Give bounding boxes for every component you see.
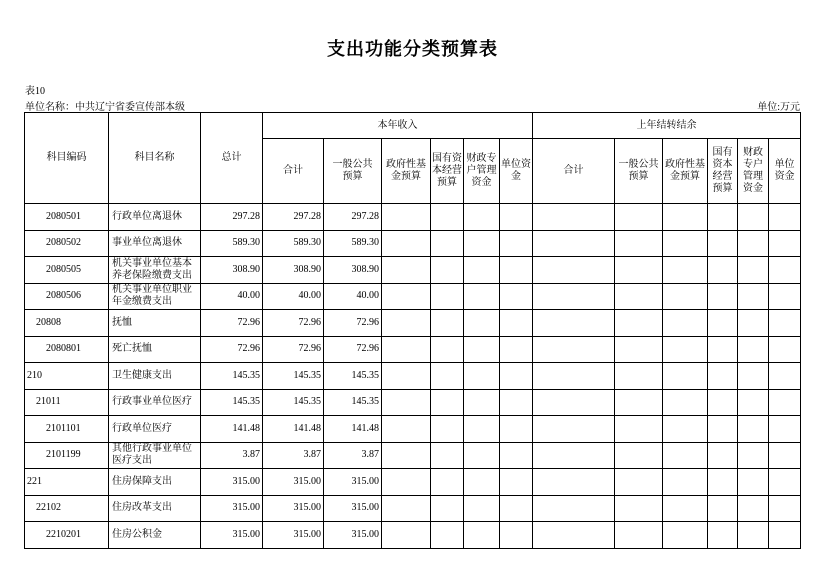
- subject-name-cell: [109, 469, 201, 496]
- subject-code-cell: 2080501: [25, 204, 109, 231]
- prior-general-budget-cell: [615, 442, 663, 469]
- current-government-fund-cell: [382, 283, 431, 310]
- current-general-budget-cell: 308.90: [324, 257, 382, 284]
- prior-state-capital-cell: [708, 469, 738, 496]
- current-unit-funds-cell: [500, 442, 533, 469]
- current-government-fund-cell: [382, 389, 431, 416]
- current-unit-funds-cell: [500, 522, 533, 549]
- subject-name-cell: [109, 416, 201, 443]
- current-general-budget-cell: 72.96: [324, 336, 382, 363]
- current-special-account-cell: [464, 336, 500, 363]
- prior-state-capital-cell: [708, 310, 738, 337]
- current-state-capital-cell: [431, 495, 464, 522]
- prior-state-capital-cell: [708, 363, 738, 390]
- table-row: [25, 389, 801, 416]
- header-line: 政府性基: [665, 159, 706, 170]
- prior-state-capital-cell: [708, 416, 738, 443]
- prior-state-capital-cell: [708, 336, 738, 363]
- total-cell: 315.00: [201, 469, 263, 496]
- subject-code-cell: 20808: [25, 310, 109, 337]
- header-line: 户管理: [466, 165, 497, 176]
- header-line: 本经营: [432, 165, 462, 176]
- prior-special-account-cell: [738, 416, 769, 443]
- current-state-capital-cell: [431, 363, 464, 390]
- prior-special-account-cell: [738, 522, 769, 549]
- header-line: 资金: [743, 183, 764, 194]
- current-state-capital-cell: [431, 469, 464, 496]
- subject-name-text: 行政事业单位医疗: [112, 396, 192, 408]
- current-special-account-cell: [464, 257, 500, 284]
- subject-name-cell: [109, 389, 201, 416]
- prior-special-account-cell: [738, 336, 769, 363]
- prior-subtotal-cell: [533, 310, 615, 337]
- prior-subtotal-cell: [533, 442, 615, 469]
- prior-government-fund-cell: [663, 257, 708, 284]
- current-government-fund-cell: [382, 363, 431, 390]
- header-current-subtotal: [263, 139, 324, 204]
- prior-state-capital-cell: [708, 230, 738, 257]
- header-line: 金预算: [391, 171, 421, 182]
- prior-subtotal-cell: [533, 469, 615, 496]
- current-subtotal-cell: 40.00: [263, 283, 324, 310]
- current-special-account-cell: [464, 495, 500, 522]
- table-row: [25, 204, 801, 231]
- current-state-capital-cell: [431, 283, 464, 310]
- prior-state-capital-cell: [708, 389, 738, 416]
- subject-name-text: 机关事业单位基本养老保险缴费支出: [112, 257, 192, 281]
- current-general-budget-cell: 141.48: [324, 416, 382, 443]
- current-government-fund-cell: [382, 310, 431, 337]
- table-row: [25, 310, 801, 337]
- current-unit-funds-cell: [500, 204, 533, 231]
- current-general-budget-cell: 315.00: [324, 522, 382, 549]
- prior-state-capital-cell: [708, 283, 738, 310]
- prior-subtotal-cell: [533, 283, 615, 310]
- prior-general-budget-cell: [615, 522, 663, 549]
- prior-general-budget-cell: [615, 336, 663, 363]
- header-line: 政府性基: [386, 159, 426, 170]
- current-government-fund-cell: [382, 522, 431, 549]
- current-government-fund-cell: [382, 230, 431, 257]
- subject-name-cell: [109, 495, 201, 522]
- prior-state-capital-cell: [708, 204, 738, 231]
- current-general-budget-cell: 72.96: [324, 310, 382, 337]
- prior-unit-funds-cell: [769, 495, 801, 522]
- subject-name-text: 死亡抚恤: [112, 343, 152, 355]
- prior-subtotal-cell: [533, 522, 615, 549]
- header-line: 金预算: [670, 171, 701, 182]
- current-unit-funds-cell: [500, 310, 533, 337]
- header-line: 单位: [774, 159, 795, 170]
- header-current-year-income: 本年收入: [263, 113, 533, 139]
- prior-special-account-cell: [738, 310, 769, 337]
- header-line: 合计: [283, 165, 303, 176]
- table-row: [25, 230, 801, 257]
- current-general-budget-cell: 315.00: [324, 495, 382, 522]
- prior-special-account-cell: [738, 442, 769, 469]
- header-current-state-capital: [431, 139, 464, 204]
- prior-special-account-cell: [738, 389, 769, 416]
- prior-government-fund-cell: [663, 416, 708, 443]
- table-row: [25, 363, 801, 390]
- subject-name-text: 卫生健康支出: [112, 369, 172, 381]
- header-line: 一般公共: [618, 159, 659, 170]
- prior-subtotal-cell: [533, 336, 615, 363]
- current-subtotal-cell: 315.00: [263, 469, 324, 496]
- header-current-special-account: [464, 139, 500, 204]
- header-line: 管理: [743, 171, 764, 182]
- prior-subtotal-cell: [533, 495, 615, 522]
- header-line: 国有资: [432, 153, 462, 164]
- table-row: [25, 469, 801, 496]
- prior-government-fund-cell: [663, 495, 708, 522]
- current-state-capital-cell: [431, 389, 464, 416]
- current-unit-funds-cell: [500, 230, 533, 257]
- prior-government-fund-cell: [663, 389, 708, 416]
- prior-state-capital-cell: [708, 442, 738, 469]
- subject-code-cell: 2210201: [25, 522, 109, 549]
- total-cell: 40.00: [201, 283, 263, 310]
- subject-name-text: 行政单位离退休: [112, 210, 182, 222]
- subject-name-text: 事业单位离退休: [112, 237, 182, 249]
- subject-name-cell: [109, 363, 201, 390]
- current-unit-funds-cell: [500, 336, 533, 363]
- current-general-budget-cell: 145.35: [324, 363, 382, 390]
- prior-state-capital-cell: [708, 522, 738, 549]
- current-special-account-cell: [464, 416, 500, 443]
- header-subject-name: 科目名称: [109, 113, 201, 204]
- current-special-account-cell: [464, 363, 500, 390]
- prior-general-budget-cell: [615, 416, 663, 443]
- subject-code-cell: 22102: [25, 495, 109, 522]
- current-special-account-cell: [464, 230, 500, 257]
- current-unit-funds-cell: [500, 495, 533, 522]
- total-cell: 72.96: [201, 336, 263, 363]
- current-subtotal-cell: 297.28: [263, 204, 324, 231]
- subject-code-cell: 2101101: [25, 416, 109, 443]
- header-line: 金: [511, 171, 522, 182]
- prior-special-account-cell: [738, 204, 769, 231]
- header-prior-subtotal: [533, 139, 615, 204]
- prior-subtotal-cell: [533, 416, 615, 443]
- header-current-unit-funds: [500, 139, 533, 204]
- subject-name-cell: [109, 442, 201, 469]
- current-unit-funds-cell: [500, 257, 533, 284]
- total-cell: 145.35: [201, 363, 263, 390]
- budget-table: [24, 112, 801, 549]
- subject-code-cell: 2080505: [25, 257, 109, 284]
- table-body: [25, 204, 801, 549]
- current-government-fund-cell: [382, 416, 431, 443]
- header-line: 预算: [342, 171, 363, 182]
- table-number: 表10: [25, 86, 45, 97]
- current-government-fund-cell: [382, 495, 431, 522]
- prior-government-fund-cell: [663, 204, 708, 231]
- prior-unit-funds-cell: [769, 257, 801, 284]
- subject-name-text: 住房改革支出: [112, 502, 172, 514]
- header-line: 财政: [743, 147, 764, 158]
- current-general-budget-cell: 589.30: [324, 230, 382, 257]
- current-state-capital-cell: [431, 230, 464, 257]
- prior-general-budget-cell: [615, 310, 663, 337]
- header-prior-special-account: [738, 139, 769, 204]
- current-government-fund-cell: [382, 204, 431, 231]
- current-subtotal-cell: 589.30: [263, 230, 324, 257]
- prior-subtotal-cell: [533, 230, 615, 257]
- subject-code-cell: 21011: [25, 389, 109, 416]
- prior-government-fund-cell: [663, 469, 708, 496]
- prior-general-budget-cell: [615, 230, 663, 257]
- current-general-budget-cell: 315.00: [324, 469, 382, 496]
- prior-state-capital-cell: [708, 257, 738, 284]
- header-line: 资本: [712, 159, 733, 170]
- currency-unit: 单位:万元: [757, 102, 800, 113]
- header-prior-year-carryover: 上年结转结余: [533, 113, 801, 139]
- current-special-account-cell: [464, 204, 500, 231]
- prior-government-fund-cell: [663, 442, 708, 469]
- prior-subtotal-cell: [533, 389, 615, 416]
- current-special-account-cell: [464, 283, 500, 310]
- subject-code-cell: 2080506: [25, 283, 109, 310]
- table-row: [25, 495, 801, 522]
- subject-code-cell: 221: [25, 469, 109, 496]
- table-row: [25, 283, 801, 310]
- subject-name-cell: [109, 257, 201, 284]
- header-total: 总计: [201, 113, 263, 204]
- header-line: 资金: [471, 177, 492, 188]
- current-state-capital-cell: [431, 204, 464, 231]
- prior-general-budget-cell: [615, 469, 663, 496]
- subject-name-text: 其他行政事业单位医疗支出: [112, 443, 192, 467]
- header-prior-unit-funds: [769, 139, 801, 204]
- subject-name-cell: [109, 230, 201, 257]
- header-line: 合计: [563, 165, 584, 176]
- prior-government-fund-cell: [663, 230, 708, 257]
- header-line: 预算: [437, 177, 457, 188]
- prior-special-account-cell: [738, 230, 769, 257]
- page-title: 支出功能分类预算表: [327, 39, 498, 60]
- current-subtotal-cell: 315.00: [263, 522, 324, 549]
- prior-unit-funds-cell: [769, 283, 801, 310]
- header-line: 资金: [774, 171, 795, 182]
- header-line: 预算: [628, 171, 649, 182]
- prior-general-budget-cell: [615, 283, 663, 310]
- prior-unit-funds-cell: [769, 522, 801, 549]
- subject-code-cell: 2101199: [25, 442, 109, 469]
- header-prior-general-budget: [615, 139, 663, 204]
- current-state-capital-cell: [431, 257, 464, 284]
- current-general-budget-cell: 3.87: [324, 442, 382, 469]
- table-row: [25, 442, 801, 469]
- total-cell: 141.48: [201, 416, 263, 443]
- header-line: 经营: [712, 171, 733, 182]
- current-subtotal-cell: 308.90: [263, 257, 324, 284]
- current-government-fund-cell: [382, 257, 431, 284]
- total-cell: 308.90: [201, 257, 263, 284]
- current-unit-funds-cell: [500, 283, 533, 310]
- prior-special-account-cell: [738, 495, 769, 522]
- total-cell: 315.00: [201, 495, 263, 522]
- header-subject-code: 科目编码: [25, 113, 109, 204]
- prior-general-budget-cell: [615, 495, 663, 522]
- prior-unit-funds-cell: [769, 389, 801, 416]
- subject-name-cell: [109, 283, 201, 310]
- subject-name-text: 住房公积金: [112, 528, 162, 540]
- current-special-account-cell: [464, 522, 500, 549]
- unit-name: 单位名称：中共辽宁省委宣传部本级: [25, 102, 185, 113]
- subject-name-cell: [109, 522, 201, 549]
- total-cell: 315.00: [201, 522, 263, 549]
- prior-general-budget-cell: [615, 389, 663, 416]
- current-government-fund-cell: [382, 336, 431, 363]
- subject-name-cell: [109, 336, 201, 363]
- current-general-budget-cell: 145.35: [324, 389, 382, 416]
- prior-government-fund-cell: [663, 363, 708, 390]
- total-cell: 3.87: [201, 442, 263, 469]
- table-row: [25, 416, 801, 443]
- table-row: [25, 257, 801, 284]
- current-government-fund-cell: [382, 442, 431, 469]
- current-state-capital-cell: [431, 442, 464, 469]
- current-state-capital-cell: [431, 310, 464, 337]
- header-line: 财政专: [466, 153, 497, 164]
- prior-special-account-cell: [738, 363, 769, 390]
- current-special-account-cell: [464, 442, 500, 469]
- current-subtotal-cell: 145.35: [263, 389, 324, 416]
- current-subtotal-cell: 315.00: [263, 495, 324, 522]
- prior-unit-funds-cell: [769, 336, 801, 363]
- prior-special-account-cell: [738, 283, 769, 310]
- prior-unit-funds-cell: [769, 310, 801, 337]
- subject-name-cell: [109, 204, 201, 231]
- current-unit-funds-cell: [500, 389, 533, 416]
- prior-unit-funds-cell: [769, 416, 801, 443]
- current-subtotal-cell: 141.48: [263, 416, 324, 443]
- prior-government-fund-cell: [663, 336, 708, 363]
- subject-name-text: 抚恤: [112, 316, 132, 328]
- current-state-capital-cell: [431, 522, 464, 549]
- table-row: [25, 336, 801, 363]
- prior-special-account-cell: [738, 469, 769, 496]
- prior-general-budget-cell: [615, 363, 663, 390]
- prior-unit-funds-cell: [769, 230, 801, 257]
- prior-unit-funds-cell: [769, 204, 801, 231]
- prior-government-fund-cell: [663, 522, 708, 549]
- prior-general-budget-cell: [615, 257, 663, 284]
- subject-code-cell: 2080801: [25, 336, 109, 363]
- prior-government-fund-cell: [663, 310, 708, 337]
- total-cell: 72.96: [201, 310, 263, 337]
- current-special-account-cell: [464, 310, 500, 337]
- header-line: 预算: [712, 183, 733, 194]
- prior-unit-funds-cell: [769, 442, 801, 469]
- header-line: 国有: [712, 147, 733, 158]
- prior-special-account-cell: [738, 257, 769, 284]
- header-prior-government-fund: [663, 139, 708, 204]
- current-unit-funds-cell: [500, 469, 533, 496]
- subject-name-text: 行政单位医疗: [112, 422, 172, 434]
- header-current-government-fund: [382, 139, 431, 204]
- subject-name-text: 住房保障支出: [112, 475, 172, 487]
- prior-unit-funds-cell: [769, 469, 801, 496]
- prior-general-budget-cell: [615, 204, 663, 231]
- prior-subtotal-cell: [533, 363, 615, 390]
- header-line: 一般公共: [332, 159, 373, 170]
- current-general-budget-cell: 40.00: [324, 283, 382, 310]
- current-subtotal-cell: 72.96: [263, 336, 324, 363]
- prior-government-fund-cell: [663, 283, 708, 310]
- subject-code-cell: 2080502: [25, 230, 109, 257]
- current-special-account-cell: [464, 469, 500, 496]
- prior-subtotal-cell: [533, 204, 615, 231]
- current-state-capital-cell: [431, 336, 464, 363]
- header-current-general-budget: [324, 139, 382, 204]
- prior-state-capital-cell: [708, 495, 738, 522]
- header-line: 单位资: [501, 159, 532, 170]
- subject-name-cell: [109, 310, 201, 337]
- total-cell: 297.28: [201, 204, 263, 231]
- current-unit-funds-cell: [500, 416, 533, 443]
- current-state-capital-cell: [431, 416, 464, 443]
- total-cell: 589.30: [201, 230, 263, 257]
- current-general-budget-cell: 297.28: [324, 204, 382, 231]
- total-cell: 145.35: [201, 389, 263, 416]
- header-line: 专户: [743, 159, 764, 170]
- subject-name-text: 机关事业单位职业年金缴费支出: [112, 284, 192, 308]
- current-subtotal-cell: 72.96: [263, 310, 324, 337]
- prior-subtotal-cell: [533, 257, 615, 284]
- current-special-account-cell: [464, 389, 500, 416]
- prior-unit-funds-cell: [769, 363, 801, 390]
- subject-code-cell: 210: [25, 363, 109, 390]
- current-subtotal-cell: 3.87: [263, 442, 324, 469]
- current-unit-funds-cell: [500, 363, 533, 390]
- header-prior-state-capital: [708, 139, 738, 204]
- current-government-fund-cell: [382, 469, 431, 496]
- current-subtotal-cell: 145.35: [263, 363, 324, 390]
- table-row: [25, 522, 801, 549]
